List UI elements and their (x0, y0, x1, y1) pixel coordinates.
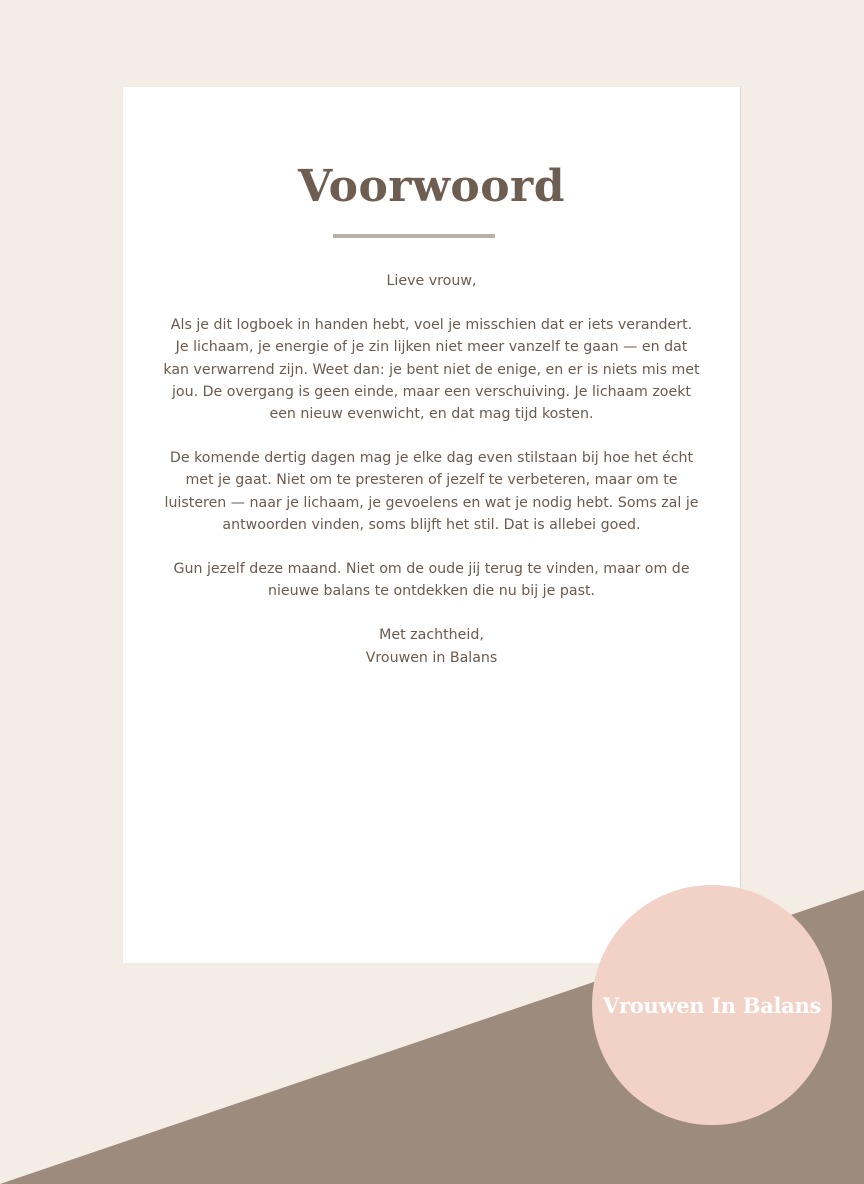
closing-line: Met zachtheid, (379, 627, 484, 644)
letter-body (163, 270, 700, 691)
paragraph-2: De komende dertig dagen mag je elke dag even stilstaan bij hoe het écht met je gaat. Niet om te presteren of jezelf te verbeteren, maar om te luisteren — naar je lichaam, je gevoelens en wat je nodig hebt. Soms zal je antwoorden vinden, soms blijft het stil. Dat is allebei goed. (164, 450, 699, 533)
document-page (123, 87, 740, 963)
brand-badge (592, 885, 832, 1125)
brand-badge-label: Vrouwen In Balans (603, 992, 821, 1018)
greeting: Lieve vrouw, (386, 273, 477, 289)
paragraph-1: Als je dit logboek in handen hebt, voel je misschien dat er iets verandert. Je lichaam, je energie of je zin lijken niet meer vanzelf te gaan — en dat kan verwarrend zijn. Weet dan: je bent niet de enige, en er is niets mis met jou. De overgang is geen einde, maar een verschuiving. Je lichaam zoekt een nieuw evenwicht, en dat mag tijd kosten. (163, 317, 700, 423)
signature: Vrouwen in Balans (365, 649, 498, 666)
title-divider (333, 234, 495, 238)
signoff (163, 624, 700, 668)
page-title: Voorwoord (298, 161, 565, 212)
paragraph-3: Gun jezelf deze maand. Niet om de oude jij terug te vinden, maar om de nieuwe balans te ontdekken die nu bij je past. (173, 561, 690, 600)
